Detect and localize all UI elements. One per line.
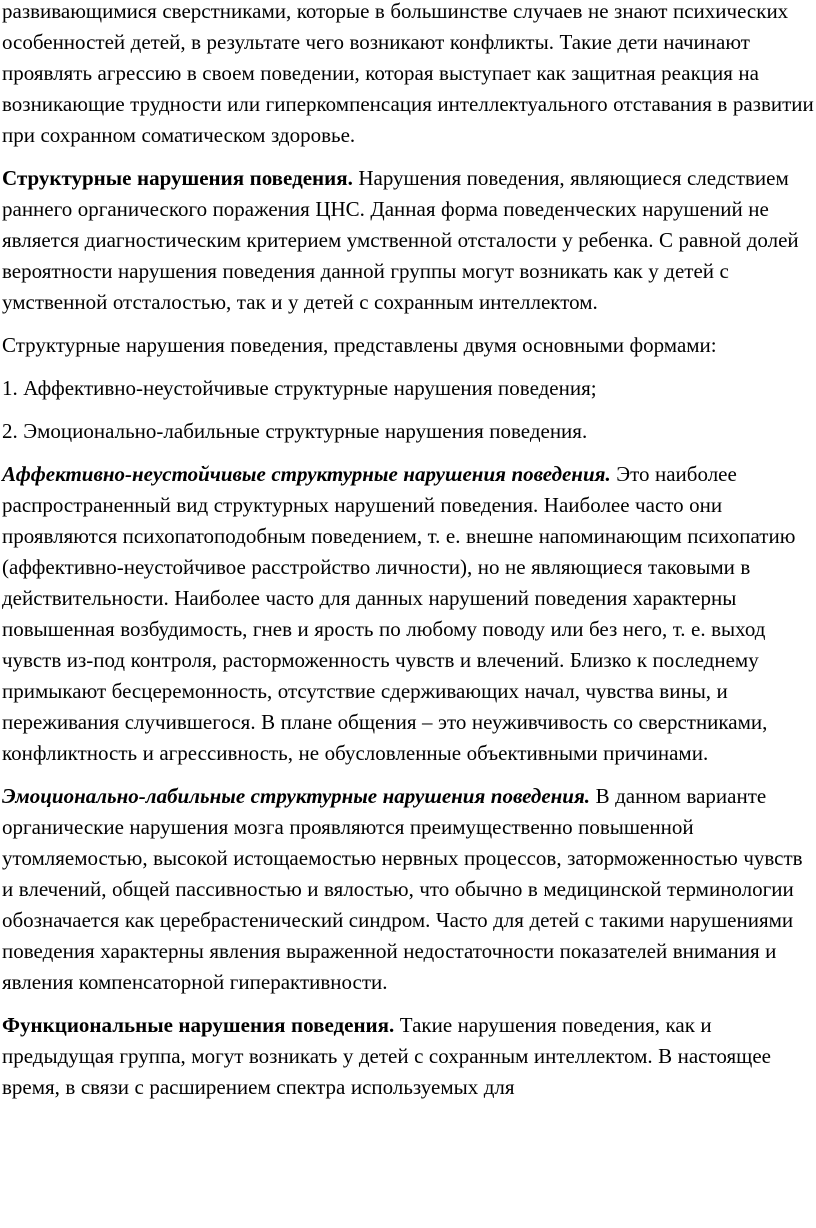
paragraph-text: Это наиболее распространенный вид структурных нарушений поведения. Наиболее часто они проявляются психопатоподобным поведением, т. е. внешне напоминающим психопатию (аффективно-неустойчивое расстройство личности), но не являющиеся таковыми в действительности. Наиболее часто для данных нарушений поведения характерны повышенная возбудимость, гнев и ярость по любому поводу или без него, т. е. выход чувств из-под контроля, расторможенность чувств и влечений. Близко к последнему примыкают бесцеремонность, отсутствие сдерживающих начал, чувства вины, и переживания случившегося. В плане общения – это неуживчивость со сверстниками, конфликтность и агрессивность, не обусловленные объективными причинами. [2, 462, 796, 765]
paragraph-heading: Структурные нарушения поведения. [2, 166, 353, 190]
document-body [2, 0, 814, 1115]
list-item-2 [2, 416, 814, 447]
list-item-1 [2, 373, 814, 404]
paragraph-emotional-labile [2, 781, 814, 998]
paragraph-text: Нарушения поведения, являющиеся следствием раннего органического поражения ЦНС. Данная форма поведенческих нарушений не является диагностическим критерием умственной отсталости у ребенка. С равной долей вероятности нарушения поведения данной группы могут возникать как у детей с умственной отсталостью, так и у детей с сохранным интеллектом. [2, 166, 799, 314]
paragraph-text: развивающимися сверстниками, которые в большинстве случаев не знают психических особенностей детей, в результате чего возникают конфликты. Такие дети начинают проявлять агрессию в своем поведении, которая выступает как защитная реакция на возникающие трудности или гиперкомпенсация интеллектуального отставания в развитии при сохранном соматическом здоровье. [2, 0, 814, 147]
list-item-text: 2. Эмоционально-лабильные структурные нарушения поведения. [2, 419, 588, 443]
paragraph-heading: Аффективно-неустойчивые структурные нарушения поведения. [2, 462, 611, 486]
paragraph-heading: Функциональные нарушения поведения. [2, 1013, 395, 1037]
paragraph-text: Структурные нарушения поведения, представлены двумя основными формами: [2, 333, 717, 357]
paragraph-functional-disorders [2, 1010, 814, 1103]
paragraph-intro [2, 0, 814, 151]
paragraph-heading: Эмоционально-лабильные структурные нарушения поведения. [2, 784, 591, 808]
paragraph-forms-intro [2, 330, 814, 361]
list-item-text: 1. Аффективно-неустойчивые структурные нарушения поведения; [2, 376, 597, 400]
paragraph-text: Такие нарушения поведения, как и предыдущая группа, могут возникать у детей с сохранным интеллектом. В настоящее время, в связи с расширением спектра используемых для [2, 1013, 771, 1099]
paragraph-affective-unstable [2, 459, 814, 769]
paragraph-text: В данном варианте органические нарушения мозга проявляются преимущественно повышенной утомляемостью, высокой истощаемостью нервных процессов, заторможенностью чувств и влечений, общей пассивностью и вялостью, что обычно в медицинской терминологии обозначается как церебрастенический синдром. Часто для детей с такими нарушениями поведения характерны явления выраженной недостаточности показателей внимания и явления компенсаторной гиперактивности. [2, 784, 803, 994]
paragraph-structural-disorders [2, 163, 814, 318]
